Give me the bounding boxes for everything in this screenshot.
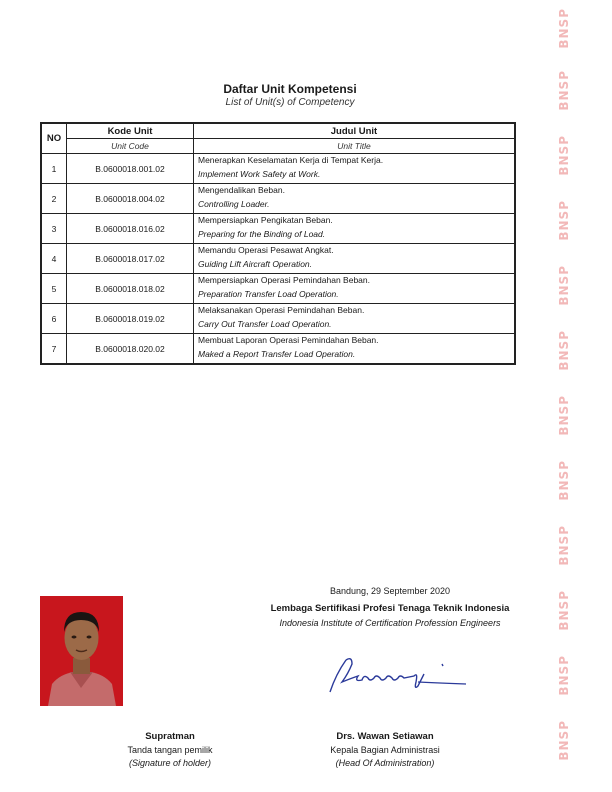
table-row [41,184,515,214]
unit-no: 2 [41,184,67,214]
official-title: Kepala Bagian Administrasi [330,745,440,755]
unit-title-id: Mempersiapkan Pengikatan Beban. [198,215,333,225]
unit-title-en: Carry Out Transfer Load Operation. [198,319,332,329]
bnsp-watermark-column [557,0,587,792]
unit-title [194,334,516,365]
column-header-title-en: Unit Title [194,139,516,154]
bnsp-watermark: BNSP [557,135,571,176]
unit-title-id: Mempersiapkan Operasi Pemindahan Beban. [198,275,370,285]
competency-units-table [40,122,516,365]
unit-title-en: Controlling Loader. [198,199,270,209]
column-header-no: NO [41,123,67,154]
unit-no: 5 [41,274,67,304]
column-header-code: Kode Unit [67,123,194,139]
unit-title-id: Membuat Laporan Operasi Pemindahan Beban. [198,335,379,345]
unit-title [194,154,516,184]
holder-signature-label-en: (Signature of holder) [128,758,212,768]
unit-title [194,214,516,244]
issuer-organization: Lembaga Sertifikasi Profesi Tenaga Teknik Indonesia [270,603,510,614]
unit-title [194,274,516,304]
holder-name: Supratman [145,731,195,742]
bnsp-watermark: BNSP [557,590,571,631]
unit-code: B.0600018.016.02 [67,214,194,244]
bnsp-watermark: BNSP [557,525,571,566]
bnsp-watermark: BNSP [557,200,571,241]
bnsp-watermark: BNSP [557,720,571,761]
official-title-en: (Head Of Administration) [335,758,435,768]
bnsp-watermark: BNSP [557,460,571,501]
table-subheader-row [41,139,515,154]
unit-no: 1 [41,154,67,184]
unit-title-id: Mengendalikan Beban. [198,185,285,195]
holder-photo [40,596,123,706]
unit-title-en: Preparation Transfer Load Operation. [198,289,339,299]
official-signature [318,652,468,702]
unit-no: 6 [41,304,67,334]
unit-title-id: Memandu Operasi Pesawat Angkat. [198,245,334,255]
unit-code: B.0600018.020.02 [67,334,194,365]
table-row [41,274,515,304]
unit-code: B.0600018.019.02 [67,304,194,334]
column-header-title: Judul Unit [194,123,516,139]
issuer-organization-en: Indonesia Institute of Certification Profession Engineers [279,618,501,628]
unit-title-en: Guiding Lift Aircraft Operation. [198,259,313,269]
bnsp-watermark: BNSP [557,395,571,436]
unit-code: B.0600018.001.02 [67,154,194,184]
unit-title [194,304,516,334]
bnsp-watermark: BNSP [557,265,571,306]
unit-code: B.0600018.018.02 [67,274,194,304]
unit-title [194,244,516,274]
unit-no: 3 [41,214,67,244]
official-name: Drs. Wawan Setiawan [336,731,434,742]
bnsp-watermark: BNSP [557,655,571,696]
table-row [41,304,515,334]
bnsp-watermark: BNSP [557,70,571,111]
column-header-code-en: Unit Code [67,139,194,154]
table-header-row [41,123,515,139]
bnsp-watermark: BNSP [557,330,571,371]
issue-date: Bandung, 29 September 2020 [329,586,451,596]
page-subtitle: List of Unit(s) of Competency [225,97,355,108]
page-title: Daftar Unit Kompetensi [223,82,357,96]
unit-title-en: Implement Work Safety at Work. [198,169,321,179]
unit-title [194,184,516,214]
bnsp-watermark: BNSP [557,8,571,49]
unit-code: B.0600018.004.02 [67,184,194,214]
unit-no: 7 [41,334,67,365]
unit-title-id: Melaksanakan Operasi Pemindahan Beban. [198,305,365,315]
unit-title-id: Menerapkan Keselamatan Kerja di Tempat Kerja. [198,155,384,165]
holder-signature-label: Tanda tangan pemilik [127,745,213,755]
table-row [41,214,515,244]
table-row [41,154,515,184]
unit-title-en: Preparing for the Binding of Load. [198,229,326,239]
table-row [41,334,515,365]
unit-title-en: Maked a Report Transfer Load Operation. [198,349,356,359]
unit-code: B.0600018.017.02 [67,244,194,274]
unit-no: 4 [41,244,67,274]
portrait-image [40,596,123,706]
table-row [41,244,515,274]
